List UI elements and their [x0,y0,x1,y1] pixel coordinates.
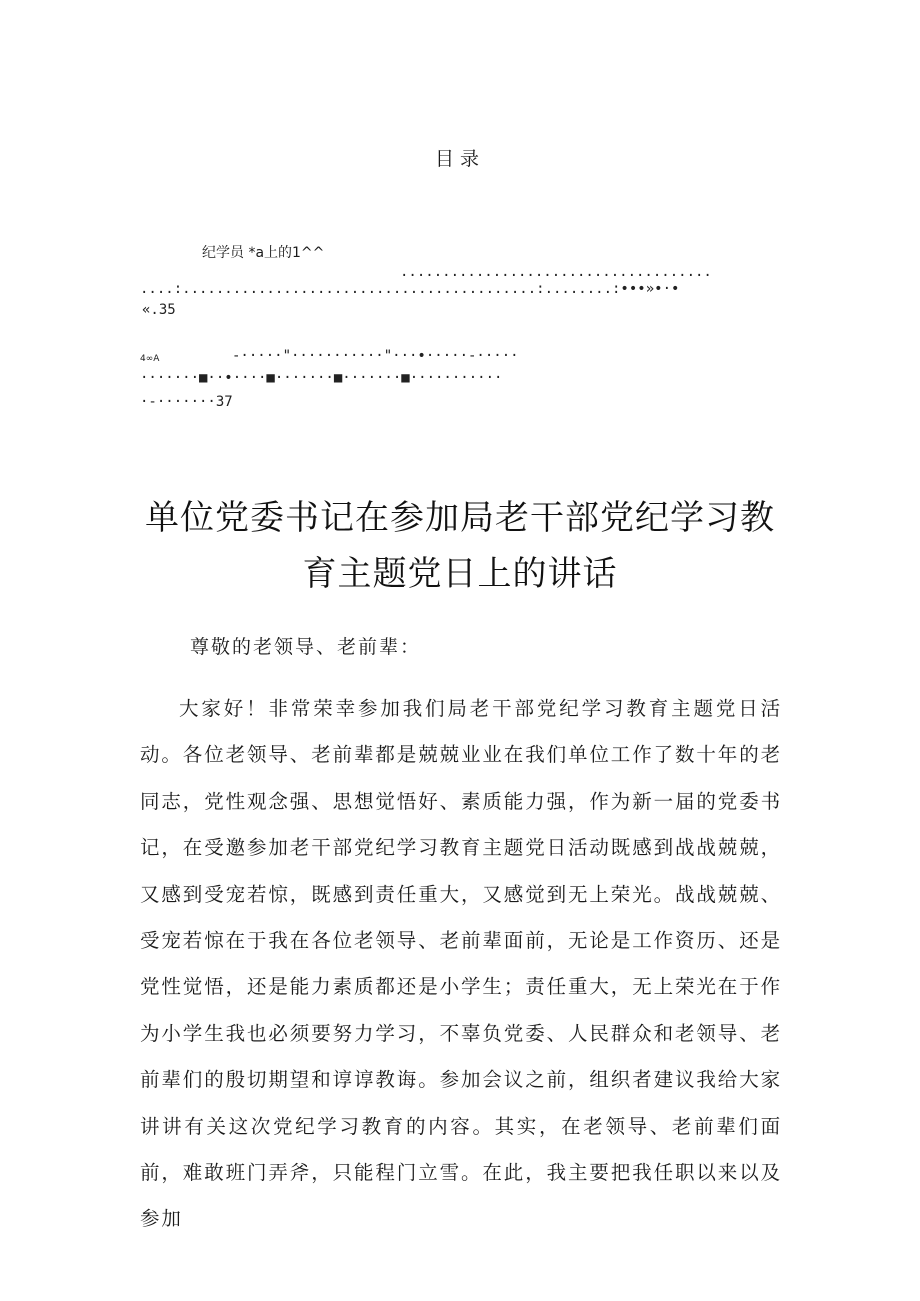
document-title-line-1: 单位党委书记在参加局老干部党纪学习教 [145,498,775,538]
body-paragraph: 大家好！非常荣幸参加我们局老干部党纪学习教育主题党日活动。各位老领导、老前辈都是兢兢业业在我们单位工作了数十年的老同志，党性观念强、思想觉悟好、素质能力强，作为新一届的党委书记，在受邀参加老干部党纪学习教育主题党日活动既感到战战兢兢，又感到受宠若惊，既感到责任重大，又感觉到无上荣光。战战兢兢、受宠若惊在于我在各位老领导、老前辈面前，无论是工作资历、还是党性觉悟，还是能力素质都还是小学生；责任重大，无上荣光在于作为小学生我也必须要努力学习，不辜负党委、人民群众和老领导、老前辈们的殷切期望和谆谆教诲。参加会议之前，组织者建议我给大家讲讲有关这次党纪学习教育的内容。其实，在老领导、老前辈们面前，难敢班门弄斧，只能程门立雪。在此，我主要把我任职以来以及参加 [140,697,783,1231]
salutation: 尊敬的老领导、老前辈： [190,636,422,658]
toc-entry-2-page[interactable]: ·-·······37 [140,394,233,410]
toc-entry-2-leader-2: ·······■··•····■·······■·······■··········· [140,370,503,386]
toc-entry-1-leader-2: ....:..........................................:........:•••»•·• [140,281,680,297]
toc-entry-1-leader-1: ..................................... [400,264,712,280]
toc-entry-1-label[interactable]: 纪学员 *a上的1^^ [202,245,325,261]
toc-entry-1-page[interactable]: «.35 [142,302,176,318]
toc-heading: 目录 [434,148,485,170]
toc-entry-2-leader-1: -·····"···········"···•·····-····· [232,348,519,364]
toc-entry-2-label[interactable]: 4∞A [140,354,160,364]
document-title-line-2: 育主题党日上的讲话 [302,554,618,594]
